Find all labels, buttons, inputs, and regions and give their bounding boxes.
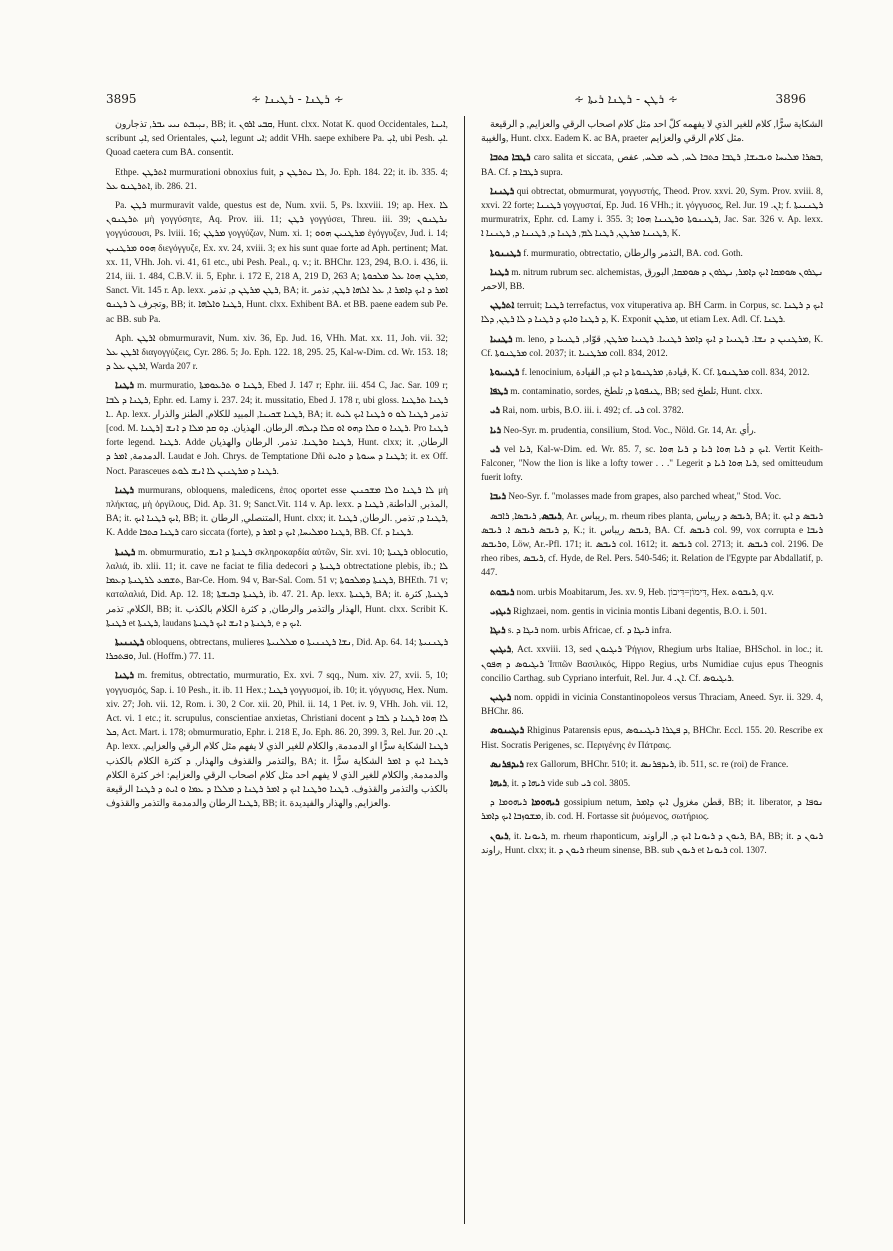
page-number-right: 3896 — [775, 92, 806, 106]
dictionary-entry — [481, 366, 823, 380]
dictionary-entry — [481, 118, 823, 146]
entry-headword: ܐܬܪܛܢ — [490, 301, 515, 312]
dictionary-entry — [106, 484, 448, 541]
dictionary-entry — [481, 624, 823, 638]
entry-headword: ܪܝܒܘܬ — [490, 587, 515, 598]
entry-body: vel ܪܝܐ, Kal-w-Dim. ed. Wr. 85. 7, sc. ܐܝܟ ܕ ܪܝܐ ܗܘܐ ܪܝܐ ܕ ܪܝܐ ܗܘܐ. Vertit Keith-Falconer, "Now the lion is like a lofty tower . . ." Legerit ܪܝܐ ܗܘܐ ܪܝܐ ܕ, sed omitteudum fuerit lofty. — [481, 444, 823, 484]
entry-body: الشكاية سرًّا, كلام للغير الذي لا يفهمه كلّ احد مثل كلام اصحاب الرقي والعزايم, ܕ الرقيعة والغيبة, Hunt. clxx. Eadem K. ac BA, praeter مثل كلام الرقي والعزايم. — [481, 120, 823, 145]
column-divider — [464, 116, 465, 1224]
entry-headword: ܪܝܓܙܝ — [490, 606, 511, 617]
entry-body: Neo-Syr. f. "molasses made from grapes, also parched wheat," Stod. Voc. — [506, 492, 782, 503]
page-number-left: 3895 — [106, 92, 137, 106]
entry-body: m. murmuratio, ܪܛܢܐ ܘ ܬܪܥܘܡܬܐ, Ebed J. 147 r; Ephr. iii. 454 C, Jac. Sar. 109 r; ܪܛܢܐ ܕ ܠܒܐ, Ephr. ed. Lamy i. 237. 24; it. mussitatio, Ebed J. 178 r, ubi gloss. ܪܛܢܐ ܬܪܛܢܐ .ܐ. Ap. lexx. ܪܛܢܐ ܫܟܝܢܐ, المبيد للكلام, الطنز والذرار, BA; it. تذمر ܪܛܢܐ ܠܘ ܘ ܪܛܢܐ ܐܝܟ ܠܝܬ [cod. M. ܪܛܢܐ] ܪܛܢܐ ܘ ܩܠܐ ܕܗܘ ܐܘ ܩܠܐ ܕܝܠܗ. الرطان. الهذيان. ܕܘ ܩܕ ܡܠܐ ܕ ܐܢܫ. Pro ܪܛܢܐ forte legend. ܪܛܢܐ. Adde ܪܛܢܐ ܘܪܛܢܐ. تذمر. الرطان والهذيان, Hunt. clxx; it. الرطان, الدمدمة, ܐܡܪ ܕ. Laudat e Joh. Chrys. de Temptatione Dñi ܪܛܢܐ ܕ ܚܝܘܬܐ ܕ ܘܐܝܬ; it. ex Off. Noct. Parasceues ܪܛܢܐ ܕ ܡܪܛܢܝܢ ܠܐ ܐܢܫ ܠܘܬ. — [106, 381, 448, 477]
entry-headword: ܪܝܕܦܪܢܣ — [490, 759, 524, 770]
dictionary-entry — [481, 424, 823, 438]
entry-headword: ܪܝܗܘܡܐ — [531, 798, 560, 809]
entry-headword: ܪܝܓܝܢ — [490, 692, 512, 703]
entry-body: obloquens, obtrectans, mulieres ܢܫܐ ܪܛܢܢܝܬܐ ܘ ܡܠܠܢܝܬܐ, Did. Ap. 64. 14; ܪܛܢܢܝܬܐ ܘܦܬܟܪܐ, Jul. (Hoffm.) 77. 11. — [106, 637, 448, 663]
entry-headword: ܪܝ — [490, 406, 500, 417]
entry-body: Rai, nom. urbis, B.O. iii. i. 492; cf. ܪܝ col. 3782. — [499, 406, 684, 417]
entry-body: , ܪܝܒܣܐ, ܪܐܒܣ, Ar. ريباس, m. rheum ribes planta, ܪܝܒܣ ܕ ريباس, BA; it. ܪܝܒܣ ܕ ܐܝܟ ܕ ܪܝܒܣ ܪܝܒܣ ܐ. ܪܝܒܣ, K.; it. ܪܝܒܣ ريباس, BA. Cf. ܪܝܒܣ col. 99, vox corrupta e ܪܝܒܐ ܘܪܝܒܣ, Löw, Ar.-Pfl. 171; it. ܪܝܒܣ col. 1612; it. ܪܝܒܣ col. 2713; it. ܪܝܒܣ col. 2196. De rheo ribes, ܪܝܒܣ, cf. Hyde, de Rel. Pers. 540-546; it. Relation de l'Egypte par Abdallatif, p. 447. — [481, 511, 823, 579]
dictionary-entry — [481, 299, 823, 327]
entry-headword: ܪܛܢܐ — [115, 381, 134, 392]
right-column — [481, 118, 823, 1226]
dictionary-entry — [481, 758, 823, 772]
entry-body: rex Gallorum, BHChr. 510; it. ܪܝܕܦܪܢܣ, ib. 511, sc. re (roi) de France. — [523, 759, 789, 770]
entry-body: caro salita et siccata, ܒܣܪܐ ܡܠܝܚܐ ܘܝܒܝܫܐ, ܪܛܒܐ ܟܬܒܐ ܠܚ, ܠܚ ܡܠܚ, عفص, BA. Cf. ܪܛܒܐ ܕ supra. — [481, 153, 823, 178]
entry-body: m. obmurmuratio, ܪܛܢܬܐ ܕ ܐܢܫ σκληροκαρδία αὐτῶν, Sir. xvi. 10; ܪܛܢܬܐ oblocutio, λαλιά, ib. xlii. 11; it. cave ne faciat te filia dedecori ܪܛܢܬܐ ܕ obtrectatione plebis, ib.; ܠܐ ܬܫܡܥ ܠܪܛܢܬܐ ܕܥܡܐ, Bar-Ce. Hom. 94 v, Bar-Sal. Com. 51 v; ܪܛܢܬܐ ܕܡܠܟܘܬܐ, BHEth. 71 v; καταλαλιά, Did. Ap. 12. 18; ܪܛܢܬܐ ܕܒܝܫܬܐ, ib. 47. 21. Ap. lexx. ܪܛܢܬܐ, BA; it. ܪܛܢܬܐ, كثرة الكلام, تذمر, BB; it. الهذار والتذمر والرطان, ܕ كثرة الكلام بالكذب, Hunt. clxx. Scribit K. ܪܛܢܬܐ et ܪܛܢܬܐ, laudans ܪܛܢܬܐ ܕ ܐܢܫ ܐܝܟ ܪܛܢܬܐ, e ܐܝܟ ܕ. — [106, 547, 448, 629]
entry-body: f. murmuratio, obtrectatio, التذمر والرطان, BA. cod. Goth. — [520, 248, 743, 259]
dictionary-entry — [481, 151, 823, 179]
entry-headword: ܪܛܢܬܐ — [115, 547, 136, 558]
dictionary-entry — [106, 636, 448, 664]
dictionary-entry — [481, 443, 823, 486]
entry-headword: ܪܛܢܐ — [115, 671, 134, 682]
entry-body: terruit; ܪܛܢܐ terrefactus, vox vituperativa ap. BH Carm. in Corpus, sc. ܐܝܟ ܕ ܪܛܢܐ ܕ ܪܛܢܐ ܘܐܝܟ ܕ ܪܛܢܐ ܕ ܠܐ ܪܛܢ, ܕܠܐ, K. Exponit ܡܪܛܢ, ut etiam Lex. Adl. Cf. ܪܛܢܐ. — [481, 301, 823, 326]
entry-headword: ܪܛܢܐ — [115, 485, 134, 496]
entry-body: qui obtrectat, obmurmurat, γογγυστής, Theod. Prov. xxvi. 20, Sym. Prov. xviii. 8, xxvi. 22 forte; ܪܛܢܢܐ γογγυσταί, Ep. Jud. 16 VHh.; it. γόγγυσος, Rel. Jur. ܐܢ. 19; f. ܪܛܢܢܝܬܐ murmuratrix, Ephr. cd. Lamy i. 355. 3; ܪܛܢܢܘܬܐ ܘܪܛܢܢܐ ܗܘܐ, Jac. Sar. 326 v. Ap. lexx. ܪܛܢܢܐ ܡܪܛܢ, ܪܛܢܐ ܠܡ, ܪܛܢܐ ܕ, ܪܛܢܢܐ ܕ, ܪܛܢܢܐ ܐ, K. — [481, 186, 823, 240]
entry-body: murmurans, obloquens, maledicens, ἐπος oportet esse ܠܐ ܪܛܢܐ ܘܠܐ ܡܫܟܢܝܢ μὴ πλήκτας, μὴ ὀργίλους, Did. Ap. 31. 9; Sanct.Vit. 114 v. Ap. lexx. المذبر, الداطنة, ܪܛܢܐ ܕ, BA; it. ܐܝܟ ܪܛܢܐ ܐܝܟ, BB; it. المتنصلي, الرطان, Hunt. clxx; it. ܪܛܢܐ ܕ, تذمر, .الرطان, ܪܛܢܐ, K. Adde ܪܛܢܐ ܟܬܒܐ caro siccata (forte), ܪܛܢܐ ܘܡܠܝܚܐ, ܐܝܟ ܕ ܐܡܪ ܕ, BB. Cf. ܪܛܢܐ ܕ. — [106, 485, 448, 539]
entry-body: Righzaei, nom. gentis in vicinia montis Libani degentis, B.O. i. 501. — [510, 606, 767, 617]
dictionary-entry — [481, 796, 823, 824]
entry-body: m. fremitus, obtrectatio, murmuratio, Ex. xvi. 7 sqq., Num. xiv. 27, xvii. 5, 10; γογγυσμός, Sap. i. 10 Pesh., it. ib. 11 Hex.; ܪܛܢܐ γογγυσμοί, ib. 10; it. γόγγυσις, Hex. Num. xiv. 27; Joh. vii. 12, Rom. i. 30, 2 Cor. xii. 20, Phil. ii. 14, 1 Pet. iv. 9, VHh. Joh. vii. 12, Act. vi. 1 etc.; it. scrupulus, conscientiae anxietas, Christiani docent ܠܐ ܗܘܐ ܪܛܢܐ ܕ ܠܒܐ ܕ ܟܠ, Act. Mart. i. 178; obmurmuratio, Ephr. i. 218 E, Jo. Eph. 86. 20, 399. 3, Rel. Jur. ܐܢ. 20. Ap. lexx. ܪܛܢܐ الشكاية سرًّا او الدمدمة, والكلام للغير الذي لا يفهم مثل كلام الرقي والعزايم, والتذمر والقذوف والهذار, ܕ كثرة الكلام بالكذب, BA; it. ܪܛܢܐ ܐܝܟ ܕ ܐܡܪ الشكاية سرًّا والدمدمة, والكلام للغير الذي لا يفهم احد مثل كلام اصحاب الرقي والعزايم: اخر كثرة الكلام بالكذب والتذمر والقذوف. ܪܛܢܐ ܘܪܛܢܐ ܐܝܟ ܕ ܐܡܪ ܪܛܢܐ ܕ ܡܠܠܐ ܕ ܥܡܐ ܘ ܐܝܬ ܕ ܪܛܢܐ الرقيعة ܪܛܢܐ الرطان والدمدمة والتذمر والقذوف, BB; it. والعزايم, والهذار والفيديدة. — [106, 671, 448, 810]
entry-headword: ܪܝ — [490, 444, 500, 455]
entry-body: s. ܪܝܓܐ ܕ nom. urbis Africae, cf. ܪܝܓܐ ܕ infra. — [505, 626, 672, 637]
dictionary-entry — [481, 266, 823, 294]
entry-headword: ܪܛܢܐ — [490, 267, 509, 278]
entry-headword: ܪܝܒܣ — [541, 511, 562, 522]
entry-body: m. leno, ܡܪܛܢܝܢ ܕ ܢܫܐ. ܪܛܢܝܐ ܕ ܐܝܟ ܕܐܡܪ ܪܛܢܝܐ. ܪܛܢܝܐ ܡܪܛܢ, قوّاد, ܪܛܢܝܐ ܕ, K. Cf. ܡܪܛܢܘܬܐ col. 2037; it. ܡܪܛܢܝܐ coll. 834, 2012. — [481, 334, 823, 359]
entry-headword: ܪܛܢܢܝܬܐ — [115, 637, 145, 648]
dictionary-entry — [481, 490, 823, 504]
entry-headword: ܪܝܘܢ — [490, 831, 509, 842]
dictionary-entry — [481, 185, 823, 242]
dictionary-entry — [106, 332, 448, 375]
entry-body: , it. ܪܝܗܐ ܕ vide sub ܪܝ col. 3805. — [506, 778, 631, 789]
entry-body: Ethpe. ܐܬܪܛܢ murmurationi obnoxius fuit, ܠܐ ܢܬܪܛܢ ܕ, Jo. Eph. 184. 22; it. ib. 335. 4; ܐܬܪܛܢܘ ܥܠ, ib. 286. 21. — [106, 167, 448, 192]
entry-headword: ܪܛܢܝܘܬܐ — [490, 368, 520, 379]
entry-headword: ܪܛܢܝܐ — [490, 334, 513, 345]
dictionary-entry — [481, 830, 823, 858]
running-head-right: ∻ ܪܛܢ - ܪܛܢܐ ܪܝܬܐ ∻ — [574, 92, 678, 106]
entry-body: Pa. ܪܛܢ murmuravit valde, questus est de, Num. xvii. 5, Ps. lxxviii. 19; ap. Hex. ܠܐ ܬܪܛܢܘܢ μὴ γογγύσητε, Aq. Prov. iii. 11; ܪܛܢ γογγύσει, Threu. iii. 39; ܢܪܛܢܘܢ γογγύσουσι, Ps. lviii. 16; ܡܪܛܢ γογγύζων, Num. xi. 1; ܡܪܛܢܝܢ ܗܘܘ ἐγόγγυζεν, Jud. i. 14; ܗܘܘ ܡܪܛܢܝܢ διεγόγγυζε, Ex. xv. 24, xviii. 3; ex his sunt quae forte ad Aph. pertinent; Mat. xx. 11, VHh. Joh. vi. 41, 61 etc., ubi Pesh. Peal., q. v.; it. BHChr. 123, 294, B.O. i. 436, ii. 214, iii. 1. 484, C.B.V. ii. 5, Ephr. i. 172 E, 218 A, 219 D, 263 A; ܡܪܛܢ ܗܘܐ ܥܠ ܡܠܟܘܬܐ, Sanct. Vit. 145 r. Ap. lexx. ܪܛܢ ܡܪܛܢ ܕ, تذمر, BA; it. ܐܡܪ ܕ ܐܝܟ ܕܐܡܪ ܐ, ܥܠ ܐܠܗܐ ܪܛܢ, تذمر وتجرف ܠ ܪܛܢܘ, BB; it. ܪܛܢܐ ܘܐܠܗܐ, Hunt. clxx. Exhibent BA. et BB. paene eadem sub Pe. ac BB. sub Pa. — [106, 201, 448, 325]
dictionary-entry — [106, 669, 448, 811]
entry-body: , it. ܪܝܘܢܐ, m. rheum rhaponticum, ܪܝܘܢ ܕ ܪܝܘܢܐ ܐܝܟ ܕ, الراوند, BA, BB; it. ܪܝܘܢ ܕ راوند, Hunt. clxx; it. ܪܝܘܢ ܕ rheum sinense, BB. sub ܪܝܘܢ et ܪܝܘܢܐ col. 1307. — [481, 831, 823, 856]
dictionary-entry — [106, 546, 448, 631]
entry-body: , Act. xxviii. 13, sed ܪܝܓܝܘܢ Ῥήγιον, Rhegium urbs Italiae, BHSchol. in loc.; it. ܪܝܓܝܘܣ ܕ ܗܦܘܢ Ἱππῶν Βασιλικός, Hippo Regius, urbs Numidiae cujus eρus Theognis concilio Carthag. sub Cypriano interfuit, Rel. Jur. ܐܢ. 4. Cf. ܪܝܓܝܘܣ. — [481, 645, 823, 684]
entry-headword: ܪܝܓܐ — [490, 626, 506, 637]
dictionary-entry — [481, 643, 823, 686]
dictionary-entry — [481, 605, 823, 619]
dictionary-entry — [481, 586, 823, 600]
entry-body: Rhiginus Patarensis eρus, ܕ ܦܛܪܐ ܪܝܓܝܢܘܣ, BHChr. Eccl. 155. 20. Rescribe ex Hist. Socratis Perigenes, sc. Περιγένης ἐν Πάτραις. — [481, 726, 823, 751]
entry-body: nom. oppidi in vicinia Constantinopoleos versus Thraciam, Aneed. Syr. ii. 329. 4, BHChr. 86. — [481, 692, 823, 718]
dictionary-entry — [106, 118, 448, 161]
dictionary-entry — [481, 777, 823, 791]
entry-headword: ܪܛܢܢܐ — [490, 186, 515, 197]
dictionary-entry — [481, 404, 823, 418]
dictionary-entry — [481, 247, 823, 261]
left-column — [106, 118, 448, 1226]
entry-body: Neo-Syr. m. prudentia, consilium, Stod. Voc., Nöld. Gr. 14, Ar. رأي. — [501, 425, 756, 436]
dictionary-entry — [106, 379, 448, 478]
entry-body: m. nitrum rubrum sec. alchemistas, ܢܛܪܘܢ ܣܘܡܩܐ ܐܝܟ ܕܐܡܪ, ܢܛܪܘܢ ܕ ܣܘܡܩܐ, البورق الاحمر, BB. — [481, 267, 823, 293]
entry-body: ܢܝܼܝܒܬ ܢܝܝ ܝܒܪ, تذجارون, BB; it. ܩܒܝ ܐܪܘܢ, Hunt. clxx. Notat K. quod Occidentales, ܐܝܢܐ, scribunt ܐܝܼ, sed Orientales, ܐܝܝܢ, legunt ܐܝ; addit VHh. saepe exhibere Pa. ܐܝܼ, ubi Pesh. ܐܝܼ. Quoad caetera cum BA. consentit. — [106, 120, 448, 159]
running-head-left: ∻ ܪܛܢܐ - ܪܛܝܢܐ ∻ — [251, 92, 344, 106]
dictionary-entry — [481, 691, 823, 719]
entry-headword: ܪܛܦܐ — [490, 387, 508, 398]
entry-body: m. contaminatio, sordes, ܛܢܦܘܬܐ ܕ, تلطخ, BB; sed تلطخ, Hunt. clxx. — [507, 387, 763, 398]
dictionary-entry — [481, 333, 823, 361]
entry-body: Aph. ܐܪܛܢ obmurmuravit, Num. xiv. 36, Ep. Jud. 16, VHh. Mat. xx. 11, Joh. vii. 32; ܐܪܛܢ ܥܠ διαγογγύζεις, Cyr. 286. 5; Jo. Eph. 122. 18, 295. 25, Kal-w-Dim. cd. Wr. 153. 18; ܐܪܛܢ ܥܠ ܕ, Warda 207 r. — [106, 333, 448, 373]
dictionary-entry — [481, 385, 823, 399]
dictionary-entry — [106, 199, 448, 327]
entry-headword: ܪܝܗܐ — [490, 778, 507, 789]
dictionary-entry — [481, 724, 823, 752]
dictionary-entry — [106, 166, 448, 194]
entry-headword: ܪܝܒܐ — [490, 492, 507, 503]
entry-headword: ܪܝܓܝܢܘܣ — [490, 726, 525, 737]
entry-headword: ܪܛܢܢܘܬܐ — [490, 248, 521, 259]
entry-body: ܪܝܗܘܡܐ ܕ gossipium netum, قطن مغزول ܐܝܟ ܕܐܡܪ, BB; it. liberator, ܢܘܦܐ ܕ ܡܫܘܙܒܐ ܐܝܟ ܕܐܡܪ, ib. cod. H. Fortasse sit ῥυόμενος, σωτήριος. — [481, 798, 823, 823]
entry-headword: ܪܝܓܝܢ — [490, 645, 512, 656]
entry-headword: ܪܛܒܐ ܟܬܒܐ — [490, 153, 531, 164]
entry-body: f. lenocinium, قيادة, ܡܪܛܢܘܬܐ ܕ ܐܝܟ ܕ, القيادة, K. Cf. ܡܪܛܢܘܬܐ coll. 834, 2012. — [519, 368, 810, 379]
page-header — [106, 92, 806, 112]
dictionary-entry — [481, 510, 823, 581]
entry-body: nom. urbis Moabitarum, Jes. xv. 9, Heb. דִּימוֹן=דִּיבוֹן, Hex. ܪܝܒܘܬ, q.v. — [514, 587, 774, 598]
entry-headword: ܪܝܐ — [490, 425, 502, 436]
